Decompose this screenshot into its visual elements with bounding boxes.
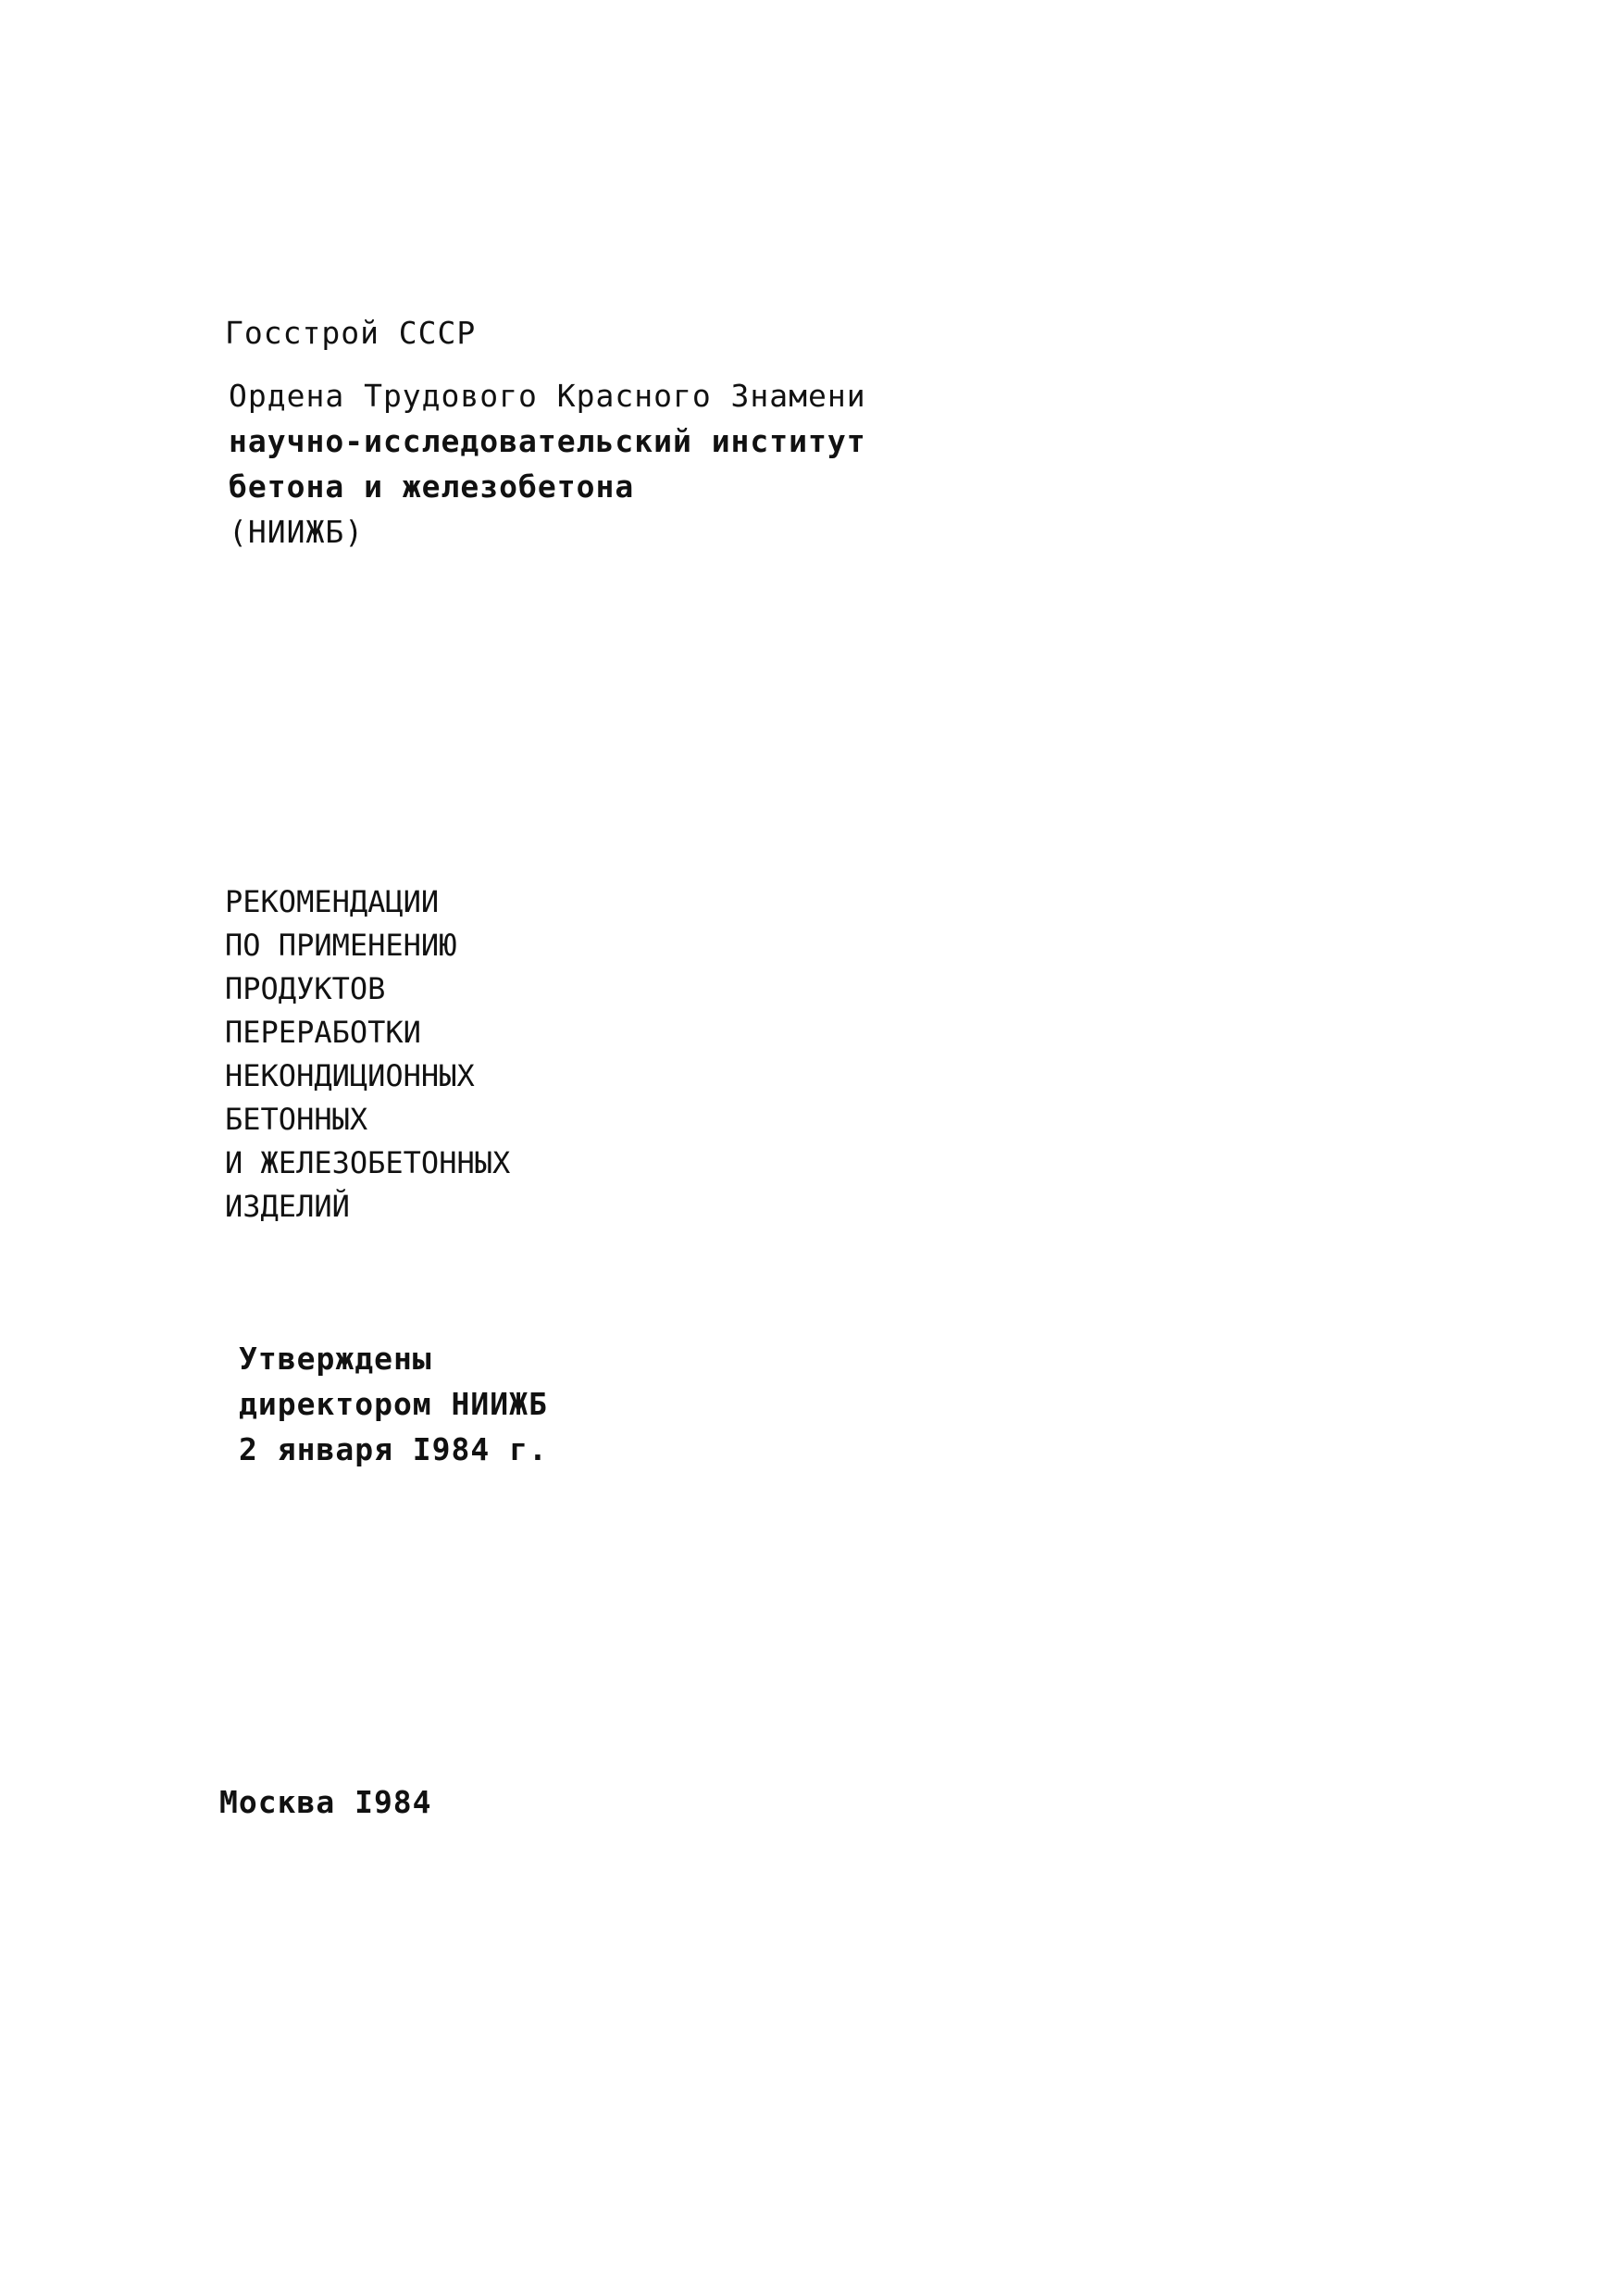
title-line-1: РЕКОМЕНДАЦИИ: [225, 884, 440, 919]
title-line-6: БЕТОННЫХ: [225, 1102, 368, 1137]
approval-date: 2 января I984 г.: [239, 1431, 548, 1467]
title-line-8: ИЗДЕЛИЙ: [225, 1189, 350, 1224]
title-line-7: И ЖЕЛЕЗОБЕТОННЫХ: [225, 1145, 511, 1180]
approval-block: [239, 1341, 548, 1477]
title-line-5: НЕКОНДИЦИОННЫХ: [225, 1058, 475, 1093]
institute-line-2: научно-исследовательский институт: [229, 423, 866, 459]
institute-line-1: Ордена Трудового Красного Знамени: [229, 378, 866, 414]
document-title: [225, 884, 510, 1232]
title-line-4: ПЕРЕРАБОТКИ: [225, 1015, 421, 1050]
city-year: Москва I984: [219, 1784, 432, 1820]
institute-line-3: бетона и железобетона: [229, 468, 635, 505]
imprint-block: [219, 1784, 432, 1828]
institute-block: [229, 378, 866, 559]
institute-abbreviation: (НИИЖБ): [229, 514, 365, 550]
title-line-3: ПРОДУКТОВ: [225, 971, 386, 1006]
agency-heading: [225, 315, 476, 359]
approval-line-1: Утверждены: [239, 1341, 432, 1377]
agency-name: Госстрой СССР: [225, 315, 477, 351]
approval-line-2: директором НИИЖБ: [239, 1386, 548, 1422]
title-line-2: ПО ПРИМЕНЕНИЮ: [225, 928, 457, 963]
